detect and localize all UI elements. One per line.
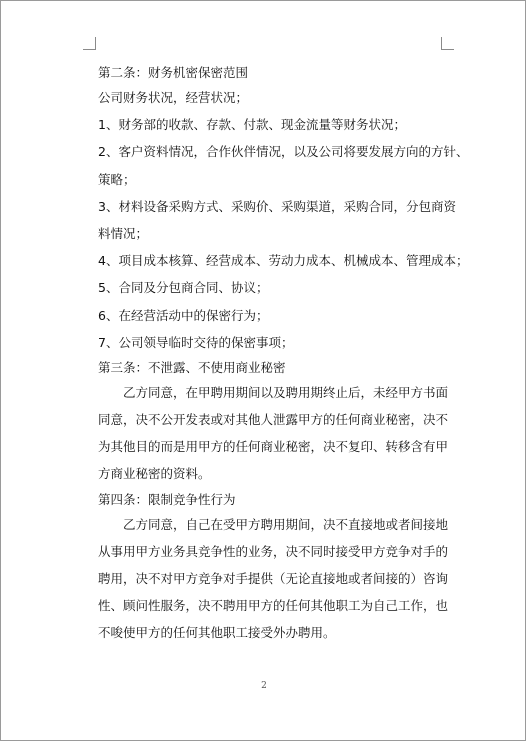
paragraph-line: 聘用，决不对甲方竞争对手提供（无论直接地或者间接的）咨询 <box>98 571 449 586</box>
paragraph-line: 乙方同意，自己在受甲方聘用期间，决不直接地或者间接地 <box>123 516 449 532</box>
list-item-7: 7、公司领导临时交待的保密事项； <box>98 334 294 350</box>
body-line: 公司财务状况，经营状况； <box>98 90 249 105</box>
article-3-heading: 第三条：不泄露、不使用商业秘密 <box>98 359 286 375</box>
document-body <box>98 61 469 647</box>
list-item-5: 5、合同及分包商合同、协议； <box>98 280 269 296</box>
paragraph-line: 从事用甲方业务具竞争性的业务，决不同时接受甲方竞争对手的 <box>98 543 449 559</box>
corner-mark-top-right <box>441 37 454 50</box>
article-2-heading: 第二条：财务机密保密范围 <box>98 65 249 80</box>
paragraph-line: 同意，决不公开发表或对其他人泄露甲方的任何商业秘密，决不 <box>98 412 449 428</box>
paragraph-line: 不唆使甲方的任何其他职工接受外办聘用。 <box>98 625 336 641</box>
list-item-6: 6、在经营活动中的保密行为； <box>98 307 269 323</box>
paragraph-line: 性、顾问性服务，决不聘用甲方的任何其他职工为自己工作，也 <box>98 598 449 614</box>
paragraph-line: 为其他目的而是用甲方的任何商业秘密，决不复印、转移含有甲 <box>98 439 449 455</box>
list-item-2-cont: 策略； <box>98 171 136 187</box>
paragraph-line: 方商业秘密的资料。 <box>98 466 211 482</box>
list-item-2: 2、客户资料情况，合作伙伴情况，以及公司将要发展方向的方针、 <box>98 144 469 160</box>
list-item-3-cont: 料情况； <box>98 225 149 241</box>
paragraph-line: 乙方同意，在甲聘用期间以及聘用期终止后，未经甲方书面 <box>123 384 449 400</box>
list-item-3: 3、材料设备采购方式、采购价、采购渠道，采购合同，分包商资 <box>98 198 456 214</box>
page-number: 2 <box>261 681 267 691</box>
article-4-heading: 第四条：限制竞争性行为 <box>98 491 236 507</box>
list-item-1: 1、财务部的收款、存款、付款、现金流量等财务状况； <box>98 117 406 133</box>
corner-mark-top-left <box>83 37 96 50</box>
list-item-4: 4、项目成本核算、经营成本、劳动力成本、机械成本、管理成本； <box>98 253 469 269</box>
